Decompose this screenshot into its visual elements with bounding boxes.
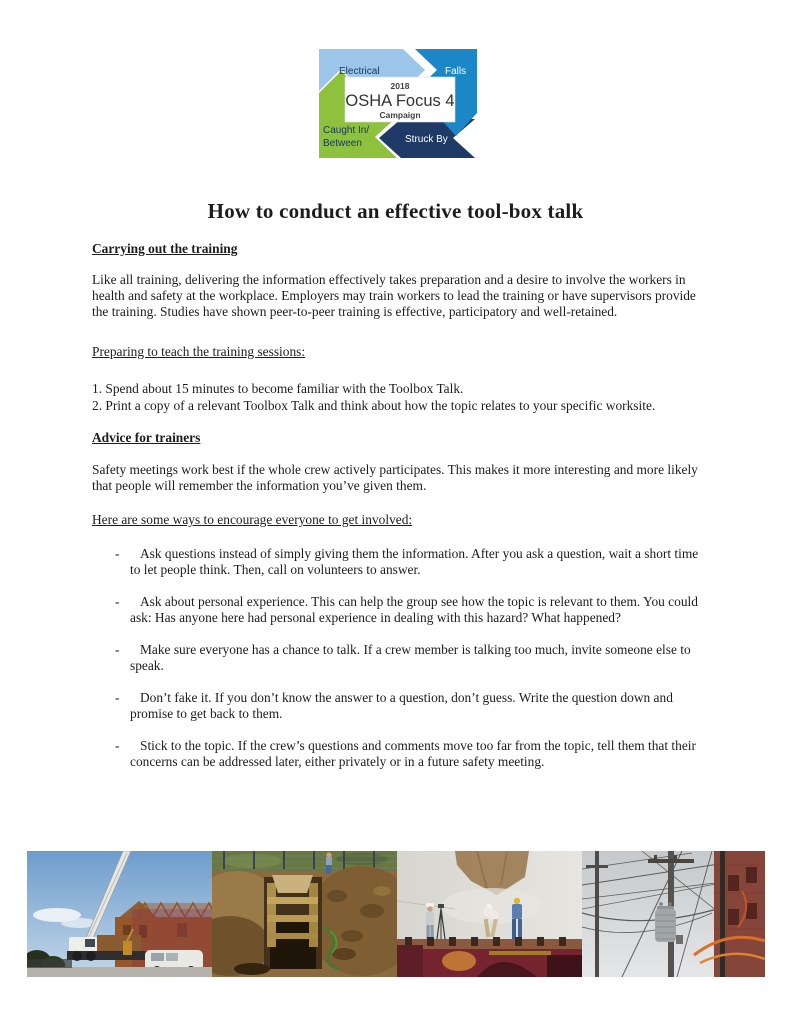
bullet-text: Ask about personal experience. This can help the group see how the topic is relevant to them. You could ask: Has anyone here had personal experience in dealing with this hazard? What happened? — [130, 594, 698, 625]
page-title: How to conduct an effective tool-box talk — [207, 199, 584, 223]
numbered-item-2: 2. Print a copy of a relevant Toolbox Talk and think about how the topic relates to your specific worksite. — [92, 397, 656, 413]
photo-power-lines — [582, 851, 765, 977]
subheading-preparing-sessions: Preparing to teach the training sessions: — [92, 344, 306, 359]
brick-building — [714, 851, 765, 977]
bullet-dash: - — [115, 690, 120, 705]
numbered-item-1: 1. Spend about 15 minutes to become familiar with the Toolbox Talk. — [92, 381, 464, 396]
heading-carrying-out-training: Carrying out the training — [92, 241, 238, 256]
list-item — [92, 594, 704, 626]
logo-center-box — [345, 77, 455, 122]
focus4-cycle-graphic — [317, 45, 479, 161]
photo-workers-masonry-wall — [397, 851, 582, 977]
bullet-text: Stick to the topic. If the crew’s questions and comments move too far from the topic, tell them that their concerns can be addressed later, either privately or in a future safety meeting. — [130, 738, 696, 769]
transformer — [655, 902, 676, 942]
heading-advice-for-trainers: Advice for trainers — [92, 430, 201, 445]
shadow — [234, 963, 270, 975]
bullet-list — [92, 546, 704, 770]
bullet-dash: - — [115, 594, 120, 609]
shadow — [27, 959, 72, 968]
logo-title: OSHA Focus 4 — [345, 92, 455, 110]
photo-trench-shoring — [212, 851, 397, 977]
bullet-dash: - — [115, 642, 120, 657]
paragraph-training-overview: Like all training, delivering the information effectively takes preparation and a desire to involve the workers in health and safety at the workplace. Employers may train workers to lead the training or have supervisors provide the training. Studies have shown peer-to-peer training is effective, participatory and well-retained. — [92, 272, 696, 319]
arrow-label-electrical: Electrical — [339, 66, 380, 77]
paragraph-safety-meetings: Safety meetings work best if the whole crew actively participates. This makes it more interesting and more likely that people will remember the information you’ve given them. — [92, 462, 698, 493]
list-item — [92, 546, 704, 578]
arrow-label-struck-by: Struck By — [405, 134, 448, 145]
osha-focus4-logo — [317, 45, 479, 161]
photo-strip — [27, 851, 765, 977]
document-body — [92, 241, 704, 786]
numbered-list — [92, 381, 704, 414]
bullet-dash: - — [115, 546, 120, 561]
arrow-label-caught-in-between: Caught In/ Between — [323, 125, 370, 149]
list-item — [92, 738, 704, 770]
crossarm-left — [586, 865, 608, 868]
arrow-label-falls: Falls — [445, 66, 467, 77]
bullet-dash: - — [115, 738, 120, 753]
worker-figure — [326, 852, 332, 874]
bullet-text: Don’t fake it. If you don’t know the answer to a question, don’t guess. Write the question down and promise to get back to them. — [130, 690, 673, 721]
bullet-text: Ask questions instead of simply giving them the information. After you ask a question, wait a short time to let people think. Then, call on volunteers to answer. — [130, 546, 699, 577]
trench-with-shoring — [264, 875, 322, 969]
list-item — [92, 690, 704, 722]
subheading-ways-to-involve: Here are some ways to encourage everyone to get involved: — [92, 512, 413, 527]
parapet-wall — [397, 937, 582, 951]
bullet-text: Make sure everyone has a chance to talk. If a crew member is talking too much, invite someone else to speak. — [130, 642, 691, 673]
list-item — [92, 642, 704, 674]
lower-structure — [397, 945, 582, 977]
photo-crane-wood-framing — [27, 851, 212, 977]
logo-year: 2018 — [390, 81, 410, 91]
utility-pole-left — [595, 851, 599, 977]
road — [27, 967, 212, 977]
logo-subtitle: Campaign — [379, 110, 421, 120]
